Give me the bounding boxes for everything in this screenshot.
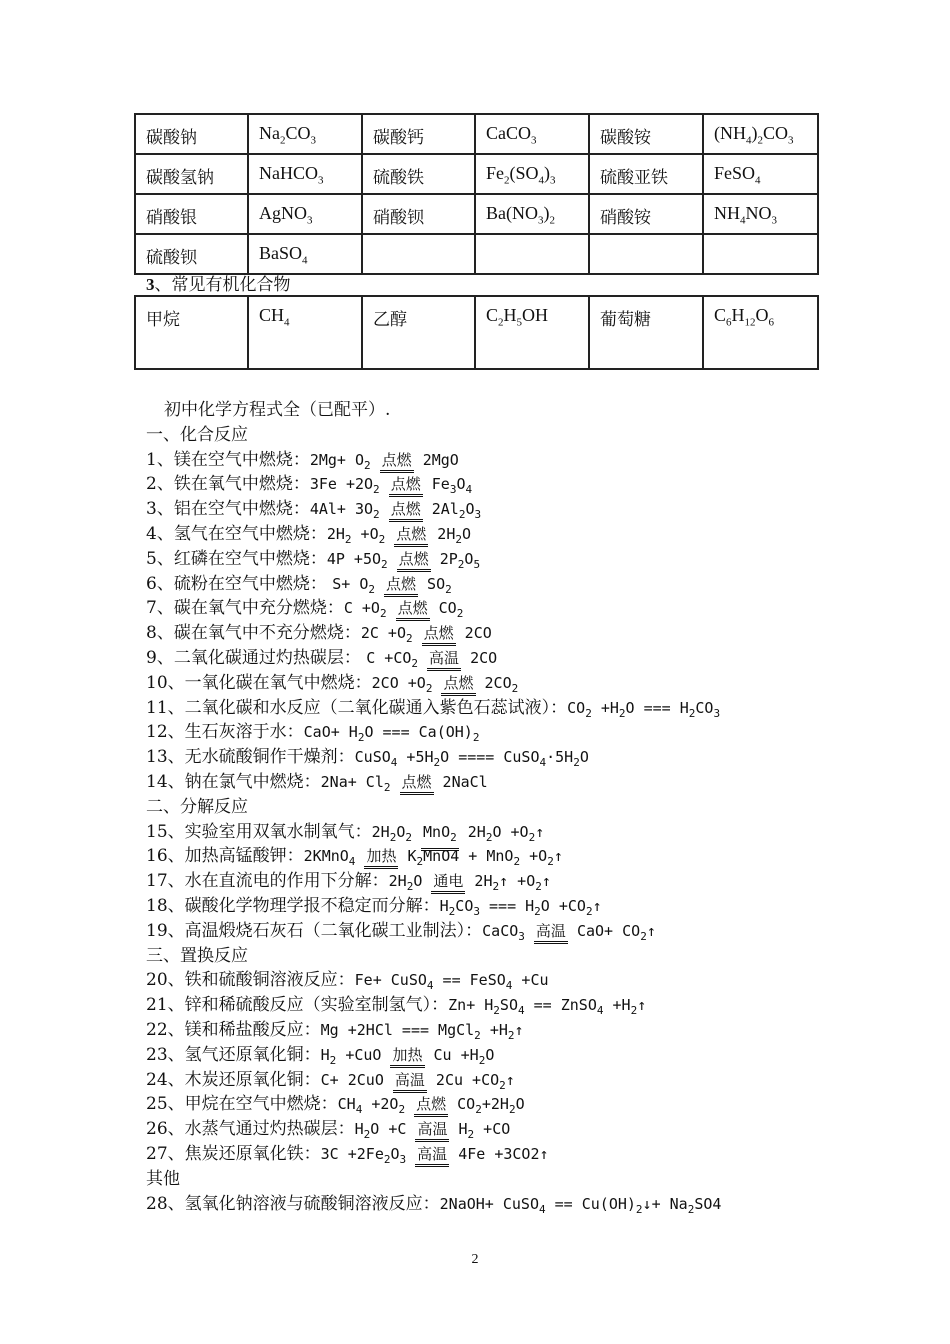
table-row	[135, 154, 818, 194]
equation-line	[146, 621, 721, 646]
section-heading: 3、常见有机化合物	[146, 275, 291, 295]
table-row	[135, 114, 818, 154]
equation-label: 15、实验室用双氧水制氧气：	[146, 821, 372, 842]
chemical-equation: $2H_2 +O_2$ 点燃 $2H_2O$	[326, 524, 472, 546]
chemical-equation: CaCO$_3$ 高温 $CaO+ CO_2↑$	[482, 921, 656, 943]
formula-cell: $Fe_2(SO_4)_3$	[475, 154, 589, 194]
chemical-equation: $4P +5O_2$ 点燃 $2P_2O_5$	[326, 549, 481, 571]
equation-line	[146, 720, 721, 745]
section-heading	[146, 795, 721, 820]
formula-cell: $Na_2CO_3$	[248, 114, 362, 154]
formula-cell: $C_2H_5OH$	[475, 296, 589, 369]
equation-label: 12、生石灰溶于水：	[146, 722, 304, 743]
equation-label: 18、碳酸化学物理学报不稳定而分解：	[146, 895, 440, 916]
chemical-equation: $CH_4 +2O_2$ 点燃 $CO_2+2H_2O$	[337, 1095, 525, 1117]
equation-line	[146, 472, 721, 497]
equation-label: 11、二氧化碳和水反应（二氧化碳通入紫色石蕊试液）：	[146, 697, 568, 718]
page-number: 2	[471, 1252, 479, 1267]
equation-line	[146, 1192, 721, 1217]
chemical-equation: $CaO+ H_2O$ === $Ca(OH)_2$	[303, 723, 480, 745]
equation-line	[146, 596, 721, 621]
formula-cell: $(NH_4)_2CO_3$	[703, 114, 818, 154]
compound-name-cell: 硫酸铁	[362, 154, 475, 194]
equation-line	[146, 448, 721, 473]
chemical-equation: $C +O_2$ 点燃 $CO_2$	[343, 599, 464, 621]
formula-cell: $C_6H_{12}O_6$	[703, 296, 818, 369]
equation-line	[146, 1043, 721, 1068]
compound-name-cell: 乙醇	[362, 296, 475, 369]
equation-line	[146, 919, 721, 944]
formula-cell: AgNO$_3$	[248, 194, 362, 234]
equation-line	[146, 894, 721, 919]
formula-cell: $CH_4$	[248, 296, 362, 369]
formula-cell	[703, 234, 818, 274]
formula-cell: $NH_4NO_3$	[703, 194, 818, 234]
compound-name-cell: 碳酸钠	[135, 114, 248, 154]
formula-cell: BaSO$_4$	[248, 234, 362, 274]
equation-label: 5、红磷在空气中燃烧：	[146, 548, 327, 569]
chemical-equation: Mg +2HCl === MgCl$_2$ $+H_2↑$	[320, 1020, 524, 1042]
section-heading	[146, 423, 721, 448]
chemical-equation: $2C +O_2$ 点燃 2CO	[360, 624, 492, 646]
section-heading	[146, 1167, 721, 1192]
chemical-equation: $2Na+ Cl_2$ 点燃 2NaCl	[320, 772, 488, 794]
equation-label: 26、水蒸气通过灼热碳层：	[146, 1119, 355, 1140]
equation-line	[146, 497, 721, 522]
compound-name-cell: 甲烷	[135, 296, 248, 369]
equation-line	[146, 547, 721, 572]
equation-label: 28、氢氧化钠溶液与硫酸铜溶液反应：	[146, 1193, 440, 1214]
compound-name-cell: 硫酸钡	[135, 234, 248, 274]
chemical-equation: C+ 2CuO 高温 $2Cu +CO_2↑$	[320, 1070, 515, 1092]
equation-label: 二、分解反应	[146, 796, 248, 817]
chemical-equation: $2H_2O_2$ MnO$_2$ $2H_2O$ $+O_2↑$	[372, 823, 545, 841]
equation-line	[146, 1142, 721, 1167]
organic-table	[134, 295, 819, 370]
chemical-equation: $2H_2O$ 通电 $2H_2↑$ $+O_2↑$	[388, 872, 551, 894]
equation-label: 24、木炭还原氧化铜：	[146, 1069, 321, 1090]
chemical-equation: $3C +2Fe_2O_3$ 高温 4Fe +3CO2↑	[320, 1144, 549, 1166]
equation-line	[146, 671, 721, 696]
chemical-equation: $2Mg+ O_2$ 点燃 2MgO	[309, 450, 459, 472]
equation-line	[146, 770, 721, 795]
equation-label: 21、锌和稀硫酸反应（实验室制氢气）：	[146, 995, 449, 1016]
equation-label: 1、镁在空气中燃烧：	[146, 449, 310, 470]
equation-line	[146, 1092, 721, 1117]
formula-cell: FeSO$_4$	[703, 154, 818, 194]
compound-name-cell: 硫酸亚铁	[589, 154, 703, 194]
formula-cell	[475, 234, 589, 274]
equation-label: 13、无水硫酸铜作干燥剂：	[146, 747, 355, 768]
formula-cell: NaHCO$_3$	[248, 154, 362, 194]
equation-line	[146, 993, 721, 1018]
equation-label: 23、氢气还原氧化铜：	[146, 1044, 321, 1065]
equation-label: 2、铁在氧气中燃烧：	[146, 474, 310, 495]
compound-name-cell	[589, 234, 703, 274]
chemical-equation: Fe+ CuSO$_4$ == FeSO$_4$ +Cu	[354, 971, 549, 993]
equation-label: 27、焦炭还原氧化铁：	[146, 1143, 321, 1164]
equation-label: 一、化合反应	[146, 424, 248, 445]
table-row	[135, 234, 818, 274]
chemical-equation: $CO_2 +H_2O$ === $H_2CO_3$	[567, 698, 721, 720]
equation-label: 19、高温煅烧石灰石（二氧化碳工业制法）：	[146, 920, 483, 941]
chemical-equation: $3Fe +2O_2$ 点燃 $Fe_3O_4$	[309, 475, 473, 497]
equation-line	[146, 745, 721, 770]
equations-list	[146, 398, 721, 1216]
equation-label: 20、铁和硫酸铜溶液反应：	[146, 970, 355, 991]
equation-line	[146, 572, 721, 597]
chemical-equation: $H_2 +CuO$ 加热 $Cu +H_2O$	[320, 1045, 495, 1067]
equation-line	[146, 696, 721, 721]
chemical-equation: 2KMnO$_4$ 加热 $K_2MnO4 + MnO_2$ $+O_2↑$	[303, 847, 563, 869]
chemical-equation: $C +CO_2$ 高温 2CO	[366, 648, 498, 670]
equation-label: 8、碳在氧气中不充分燃烧：	[146, 623, 361, 644]
compound-name-cell: 硝酸银	[135, 194, 248, 234]
formula-cell: $Ba(NO_3)_2$	[475, 194, 589, 234]
equation-label: 7、碳在氧气中充分燃烧：	[146, 598, 344, 619]
chemical-equation: $S+ O_2$ 点燃 $SO_2$	[332, 574, 452, 596]
equation-line	[146, 968, 721, 993]
equation-line	[146, 820, 721, 845]
equation-line	[146, 522, 721, 547]
equation-label: 3、铝在空气中燃烧：	[146, 499, 310, 520]
compound-name-cell: 碳酸氢钠	[135, 154, 248, 194]
chemical-equation: $2CO +O_2$ 点燃 $2CO_2$	[371, 673, 519, 695]
chemical-equation: 2NaOH+ CuSO$_4$ == $Cu(OH)_2↓+ Na_2SO4$	[439, 1194, 722, 1216]
compound-name-cell: 硝酸铵	[589, 194, 703, 234]
chemical-equation: $H_2CO_3$ === $H_2O$ $+CO_2↑$	[439, 896, 602, 918]
equation-label: 三、置换反应	[146, 945, 248, 966]
section-heading	[146, 944, 721, 969]
chemical-equation: $H_2O +C$ 高温 $H_2 +CO$	[354, 1120, 511, 1142]
equation-label: 10、一氧化碳在氧气中燃烧：	[146, 672, 372, 693]
chemical-equation: $Zn+ H_2SO_4$ == ZnSO$_4$ $+H_2↑$	[448, 996, 647, 1018]
equation-label: 16、加热高锰酸钾：	[146, 846, 304, 867]
equations-title: 初中化学方程式全（已配平）.	[164, 400, 391, 420]
compound-name-cell: 硝酸钡	[362, 194, 475, 234]
compound-name-cell: 碳酸铵	[589, 114, 703, 154]
equation-label: 22、镁和稀盐酸反应：	[146, 1019, 321, 1040]
equation-label: 其他	[146, 1168, 180, 1189]
compound-name-cell: 葡萄糖	[589, 296, 703, 369]
equation-label: 4、氢气在空气中燃烧：	[146, 523, 327, 544]
equation-label: 14、钠在氯气中燃烧：	[146, 771, 321, 792]
equation-label: 25、甲烷在空气中燃烧：	[146, 1094, 338, 1115]
equation-label: 17、水在直流电的作用下分解：	[146, 871, 389, 892]
table-row	[135, 194, 818, 234]
equation-line	[146, 1068, 721, 1093]
chemical-equation: CuSO$_4$ $+5H_2O$ ==== $CuSO_4\cdot 5H_2O$	[354, 748, 589, 770]
compound-name-cell: 碳酸钙	[362, 114, 475, 154]
equation-line	[146, 1117, 721, 1142]
table-row	[135, 296, 818, 369]
equation-line	[146, 844, 721, 869]
formula-cell: CaCO$_3$	[475, 114, 589, 154]
equation-line	[146, 1018, 721, 1043]
compound-name-cell	[362, 234, 475, 274]
equation-line	[146, 646, 721, 671]
equation-label: 6、硫粉在空气中燃烧：	[146, 573, 333, 594]
salts-table	[134, 113, 819, 275]
equation-label: 9、二氧化碳通过灼热碳层：	[146, 647, 367, 668]
chemical-equation: $4Al+ 3O_2$ 点燃 $2Al_2O_3$	[309, 500, 482, 522]
equation-line	[146, 869, 721, 894]
